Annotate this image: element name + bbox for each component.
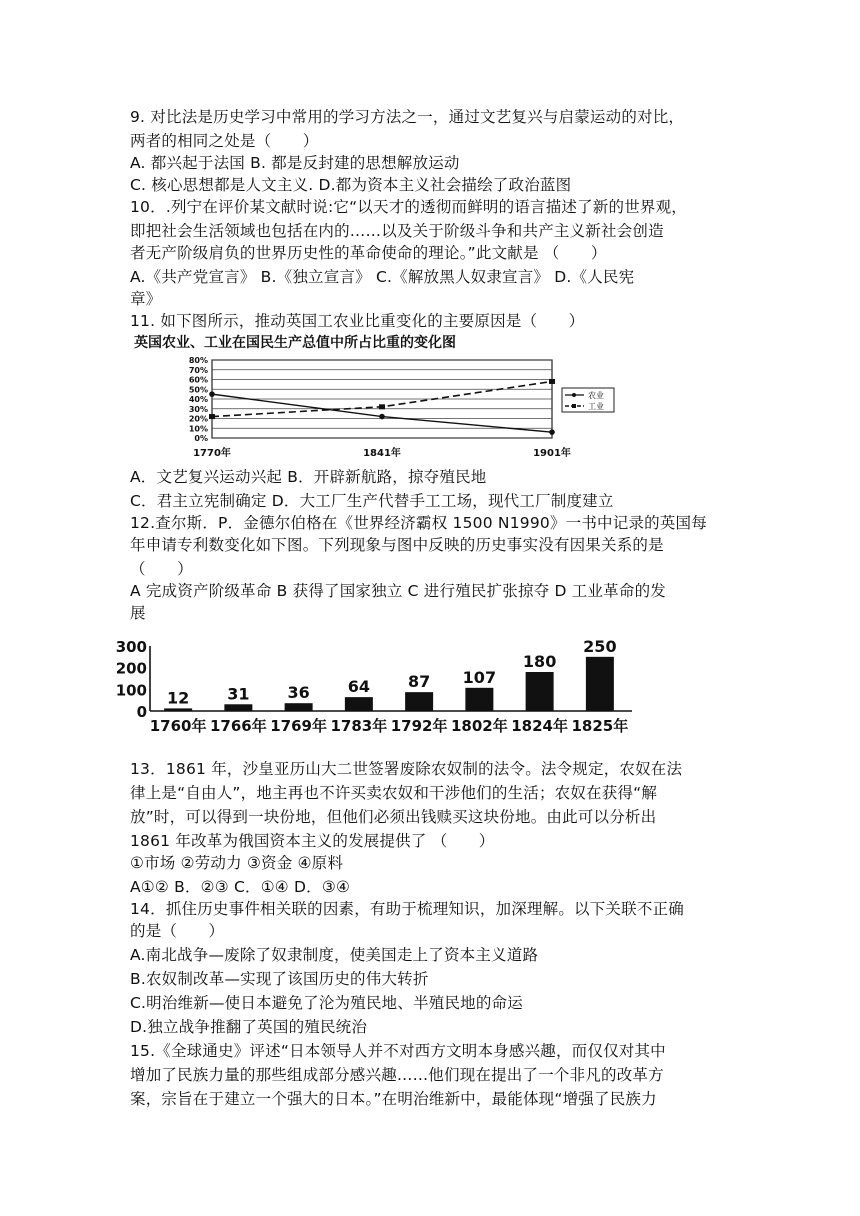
series-line-agriculture [212, 394, 552, 432]
text-line: 案，宗旨在于建立一个强大的日本。”在明治维新中，最能体现“增强了民族力 [130, 1090, 657, 1108]
bar [224, 704, 252, 711]
text-line: 年申请专利数变化如下图。下列现象与图中反映的历史事实没有因果关系的是 [130, 536, 664, 554]
data-label: 36 [287, 683, 310, 703]
bar [164, 708, 192, 711]
x-tick-label: 1766年 [210, 717, 267, 735]
legend-label-agriculture: 农业 [588, 391, 604, 400]
data-label: 12 [166, 688, 190, 708]
bar [465, 688, 493, 711]
y-tick-label: 70% [188, 365, 208, 375]
text-line: 增加了民族力量的那些组成部分感兴趣……他们现在提出了一个非凡的改革方 [130, 1066, 664, 1084]
bar [345, 697, 373, 711]
bar [586, 657, 614, 711]
bar [285, 703, 313, 711]
text-line: 两者的相同之处是（ ） [130, 132, 319, 150]
y-tick-label: 200 [115, 659, 147, 678]
text-line: D.独立战争推翻了英国的殖民统治 [130, 1018, 368, 1036]
data-label: 64 [347, 677, 371, 697]
y-tick-label: 0% [194, 434, 208, 443]
legend-marker-industry [572, 404, 576, 408]
text-line: 章》 [130, 290, 162, 308]
y-tick-label: 30% [188, 404, 208, 414]
text-line: A.《共产党宣言》 B.《独立宣言》 C.《解放黑人奴隶宣言》 D.《人民宪 [130, 268, 635, 286]
text-line: 14．抓住历史事件相关联的因素，有助于梳理知识，加深理解。以下关联不正确 [130, 900, 684, 918]
y-tick-label: 40% [188, 395, 208, 404]
data-label: 107 [462, 667, 497, 687]
text-line: C.明治维新—使日本避免了沦为殖民地、半殖民地的命运 [130, 994, 523, 1012]
point-industry [379, 404, 385, 409]
text-line: 15.《全球通史》评述“日本领导人并不对西方文明本身感兴趣，而仅仅对其中 [130, 1042, 666, 1060]
x-tick-label: 1802年 [451, 717, 508, 735]
text-line: 11. 如下图所示，推动英国工农业比重变化的主要原因是（ ） [130, 312, 585, 330]
data-label: 180 [522, 652, 557, 671]
text-line: 即把社会生活领域也包括在内的……以及关于阶级斗争和共产主义新社会创造 [130, 222, 664, 240]
y-tick-label: 100 [115, 681, 147, 700]
point-agriculture [549, 429, 555, 435]
text-line: 9. 对比法是历史学习中常用的学习方法之一，通过文艺复兴与启蒙运动的对比， [130, 108, 685, 126]
text-line: A.南北战争—废除了奴隶制度，使美国走上了资本主义道路 [130, 946, 539, 964]
x-tick-label: 1783年 [330, 717, 388, 735]
x-tick-label: 1760年 [149, 717, 207, 735]
text-line: ①市场 ②劳动力 ③资金 ④原料 [130, 854, 344, 872]
text-line: C．君主立宪制确定 D．大工厂生产代替手工工场，现代工厂制度建立 [130, 492, 614, 510]
y-tick-label: 50% [188, 385, 208, 395]
agriculture-industry-line-chart [130, 333, 730, 461]
y-tick-label: 80% [188, 356, 208, 365]
text-line: A 完成资产阶级革命 B 获得了国家独立 C 进行殖民扩张掠夺 D 工业革命的发 [130, 582, 666, 600]
text-line: 13．1861 年，沙皇亚历山大二世签署废除农奴制的法令。法令规定，农奴在法 [130, 760, 683, 778]
text-line: 者无产阶级肩负的世界历史性的革命使命的理论。”此文献是 （ ） [130, 244, 607, 262]
point-industry [549, 379, 555, 384]
point-agriculture [209, 391, 215, 397]
text-line: （ ） [130, 560, 193, 578]
text-line: 10．.列宁在评价某文献时说:它“以天才的透彻而鲜明的语言描述了新的世界观， [130, 198, 688, 216]
text-line: 的是（ ） [130, 922, 225, 940]
x-tick-label: 1769年 [270, 717, 327, 735]
data-label: 250 [583, 636, 617, 656]
y-tick-label: 10% [188, 424, 208, 434]
point-industry [209, 414, 215, 419]
legend-marker-agriculture [572, 393, 576, 397]
data-label: 87 [407, 672, 431, 692]
text-line: B.农奴制改革—实现了该国历史的伟大转折 [130, 970, 429, 988]
text-line: A. 都兴起于法国 B. 都是反封建的思想解放运动 [130, 154, 460, 172]
bar [526, 672, 554, 711]
point-agriculture [379, 414, 385, 420]
text-line: A．文艺复兴运动兴起 B．开辟新航路，掠夺殖民地 [130, 468, 487, 486]
text-line: 展 [130, 604, 146, 622]
text-line: 12.查尔斯．P．金德尔伯格在《世界经济霸权 1500 N1990》一书中记录的英国每 [130, 514, 707, 532]
y-tick-label: 20% [188, 414, 208, 424]
y-tick-label: 300 [115, 638, 147, 656]
legend-label-industry: 工业 [588, 402, 604, 411]
text-line: A①② B．②③ C．①④ D．③④ [130, 878, 351, 896]
chart-title: 英国农业、工业在国民生产总值中所占比重的变化图 [134, 335, 456, 351]
patent-bar-chart [115, 636, 640, 741]
text-line: 律上是“自由人”，地主再也不许买卖农奴和干涉他们的生活；农奴在获得“解 [130, 784, 658, 802]
y-tick-label: 60% [188, 375, 208, 385]
x-tick-label: 1841年 [363, 448, 401, 459]
x-tick-label: 1770年 [193, 448, 231, 459]
x-tick-label: 1792年 [390, 717, 448, 735]
x-tick-label: 1824年 [511, 717, 568, 735]
bar [405, 692, 433, 711]
text-line: 1861 年改革为俄国资本主义的发展提供了 （ ） [130, 832, 495, 850]
text-line: 放”时，可以得到一块份地，但他们必须出钱赎买这块份地。由此可以分析出 [130, 808, 657, 826]
x-tick-label: 1825年 [571, 717, 629, 735]
x-tick-label: 1901年 [533, 448, 571, 459]
data-label: 31 [227, 684, 250, 704]
y-tick-label: 0 [136, 703, 147, 721]
text-line: C. 核心思想都是人文主义. D.都为资本主义社会描绘了政治蓝图 [130, 176, 572, 194]
